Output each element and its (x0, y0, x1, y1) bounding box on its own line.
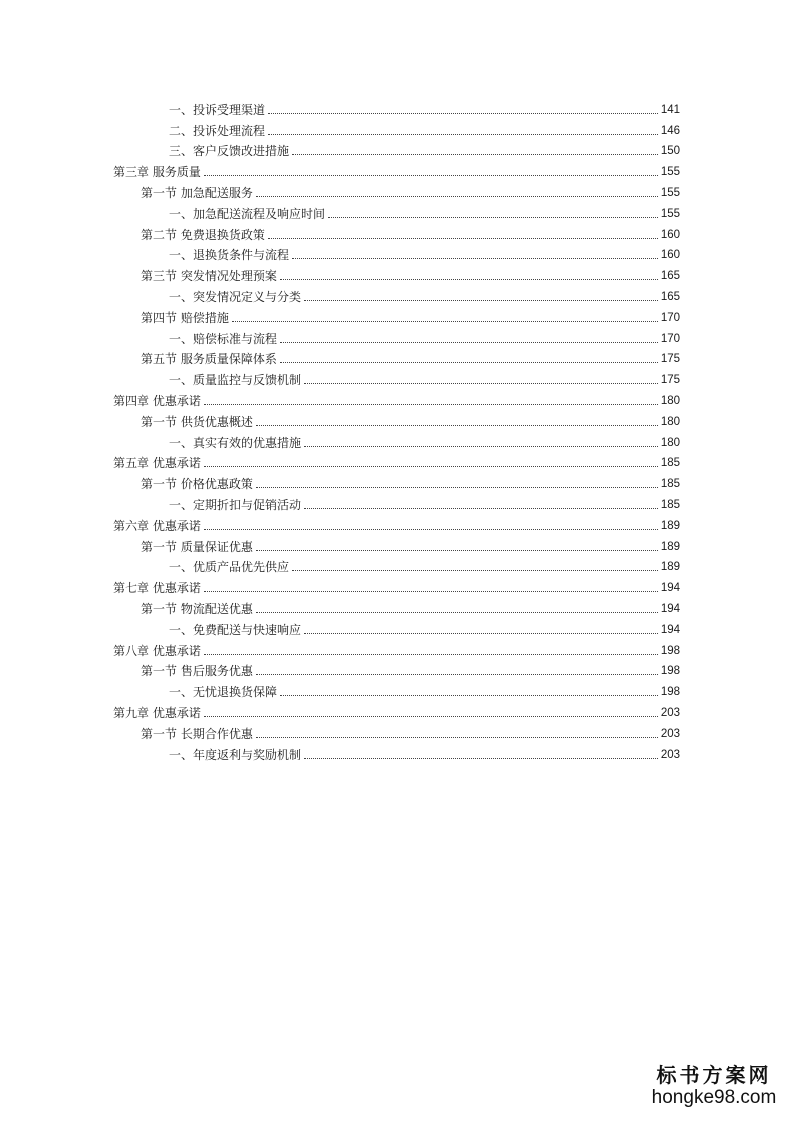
toc-entry-label: 一、质量监控与反馈机制 (169, 373, 302, 388)
toc-dot-leader (304, 757, 658, 759)
watermark-logo (649, 1063, 779, 1109)
toc-page-number: 185 (660, 457, 680, 470)
watermark-title: 标书方案网 (656, 1063, 772, 1087)
toc-subsection-entry[interactable] (113, 366, 680, 387)
toc-section-entry[interactable] (113, 179, 680, 200)
toc-chapter-entry[interactable] (113, 699, 680, 720)
toc-chapter-entry[interactable] (113, 574, 680, 595)
toc-page-number: 165 (660, 290, 680, 303)
toc-section-entry[interactable] (113, 595, 680, 616)
toc-page-number: 170 (660, 311, 680, 324)
toc-page-number: 194 (660, 602, 680, 615)
toc-dot-leader (304, 445, 658, 447)
toc-subsection-entry[interactable] (113, 138, 680, 159)
toc-dot-leader (256, 736, 658, 738)
toc-dot-leader (204, 403, 658, 405)
toc-subsection-entry[interactable] (113, 283, 680, 304)
toc-dot-leader (304, 632, 658, 634)
toc-subsection-entry[interactable] (113, 491, 680, 512)
toc-page-number: 185 (660, 498, 680, 511)
toc-section-entry[interactable] (113, 408, 680, 429)
toc-dot-leader (292, 569, 658, 571)
toc-page-number: 155 (660, 207, 680, 220)
toc-dot-leader (232, 320, 658, 322)
toc-page-number: 203 (660, 706, 680, 719)
toc-dot-leader (256, 486, 658, 488)
toc-section-entry[interactable] (113, 304, 680, 325)
toc-dot-leader (256, 611, 658, 613)
toc-page-number: 198 (660, 665, 680, 678)
toc-dot-leader (304, 382, 658, 384)
toc-dot-leader (204, 653, 658, 655)
toc-section-entry[interactable] (113, 533, 680, 554)
toc-dot-leader (204, 590, 658, 592)
toc-subsection-entry[interactable] (113, 242, 680, 263)
toc-page-number: 203 (660, 748, 680, 761)
toc-page-number: 146 (660, 124, 680, 137)
toc-entry-label: 第一节 质量保证优惠 (141, 539, 253, 554)
toc-dot-leader (256, 673, 658, 675)
toc-chapter-entry[interactable] (113, 158, 680, 179)
toc-subsection-entry[interactable] (113, 678, 680, 699)
toc-entry-label: 第一节 供货优惠概述 (141, 414, 253, 429)
toc-dot-leader (292, 257, 658, 259)
toc-entry-label: 一、免费配送与快速响应 (169, 622, 302, 637)
toc-entry-label: 第九章 优惠承诺 (113, 705, 201, 720)
toc-dot-leader (304, 507, 658, 509)
toc-page-number: 185 (660, 478, 680, 491)
toc-entry-label: 第一节 售后服务优惠 (141, 664, 253, 679)
toc-page-number: 150 (660, 145, 680, 158)
toc-page-number: 141 (660, 103, 680, 116)
toc-entry-label: 一、年度返利与奖励机制 (169, 747, 302, 762)
toc-dot-leader (204, 715, 658, 717)
toc-page-number: 170 (660, 332, 680, 345)
toc-page-number: 155 (660, 166, 680, 179)
toc-dot-leader (328, 216, 658, 218)
toc-page-number: 155 (660, 186, 680, 199)
toc-dot-leader (256, 424, 658, 426)
toc-entry-label: 一、加急配送流程及响应时间 (169, 206, 326, 221)
toc-dot-leader (280, 278, 658, 280)
toc-subsection-entry[interactable] (113, 429, 680, 450)
toc-entry-label: 三、客户反馈改进措施 (169, 144, 290, 159)
watermark-url: hongke98.com (651, 1087, 777, 1108)
toc-page-number: 180 (660, 394, 680, 407)
toc-page-number: 198 (660, 686, 680, 699)
toc-section-entry[interactable] (113, 658, 680, 679)
toc-entry-label: 第二节 免费退换货政策 (141, 227, 265, 242)
toc-chapter-entry[interactable] (113, 512, 680, 533)
toc-entry-label: 第四节 赔偿措施 (141, 310, 229, 325)
toc-dot-leader (256, 549, 658, 551)
toc-entry-label: 第三节 突发情况处理预案 (141, 269, 277, 284)
toc-subsection-entry[interactable] (113, 616, 680, 637)
toc-dot-leader (292, 153, 658, 155)
toc-page-number: 165 (660, 270, 680, 283)
toc-dot-leader (280, 361, 658, 363)
toc-dot-leader (204, 528, 658, 530)
toc-dot-leader (280, 694, 658, 696)
toc-entry-label: 第一节 价格优惠政策 (141, 477, 253, 492)
toc-section-entry[interactable] (113, 221, 680, 242)
toc-page-number: 203 (660, 727, 680, 740)
toc-dot-leader (268, 112, 658, 114)
toc-entry-label: 一、优质产品优先供应 (169, 560, 290, 575)
toc-entry-label: 第一节 物流配送优惠 (141, 601, 253, 616)
toc-entry-label: 第六章 优惠承诺 (113, 518, 201, 533)
toc-dot-leader (268, 237, 658, 239)
toc-subsection-entry[interactable] (113, 325, 680, 346)
table-of-contents (113, 96, 680, 762)
toc-page-number: 189 (660, 540, 680, 553)
toc-entry-label: 一、赔偿标准与流程 (169, 331, 278, 346)
toc-page-number: 175 (660, 374, 680, 387)
toc-entry-label: 一、无忧退换货保障 (169, 685, 278, 700)
toc-page-number: 198 (660, 644, 680, 657)
toc-entry-label: 二、投诉处理流程 (169, 123, 266, 138)
toc-subsection-entry[interactable] (113, 200, 680, 221)
toc-page-number: 194 (660, 623, 680, 636)
toc-section-entry[interactable] (113, 262, 680, 283)
toc-dot-leader (268, 133, 658, 135)
toc-entry-label: 第五节 服务质量保障体系 (141, 352, 277, 367)
toc-entry-label: 第四章 优惠承诺 (113, 393, 201, 408)
toc-subsection-entry[interactable] (113, 96, 680, 117)
toc-chapter-entry[interactable] (113, 450, 680, 471)
toc-entry-label: 第七章 优惠承诺 (113, 581, 201, 596)
toc-page-number: 180 (660, 415, 680, 428)
toc-page-number: 189 (660, 561, 680, 574)
toc-entry-label: 第一节 长期合作优惠 (141, 726, 253, 741)
toc-entry-label: 第一节 加急配送服务 (141, 185, 253, 200)
toc-subsection-entry[interactable] (113, 117, 680, 138)
toc-subsection-entry[interactable] (113, 741, 680, 762)
toc-dot-leader (256, 195, 658, 197)
toc-entry-label: 第八章 优惠承诺 (113, 643, 201, 658)
toc-entry-label: 第三章 服务质量 (113, 165, 201, 180)
toc-page-number: 175 (660, 353, 680, 366)
toc-entry-label: 一、退换货条件与流程 (169, 248, 290, 263)
toc-section-entry[interactable] (113, 346, 680, 367)
toc-entry-label: 第五章 优惠承诺 (113, 456, 201, 471)
toc-dot-leader (204, 174, 658, 176)
toc-entry-label: 一、真实有效的优惠措施 (169, 435, 302, 450)
toc-section-entry[interactable] (113, 470, 680, 491)
toc-chapter-entry[interactable] (113, 637, 680, 658)
toc-page-number: 160 (660, 228, 680, 241)
toc-dot-leader (304, 299, 658, 301)
toc-page-number: 189 (660, 519, 680, 532)
toc-entry-label: 一、投诉受理渠道 (169, 102, 266, 117)
toc-dot-leader (280, 341, 658, 343)
toc-page-number: 194 (660, 582, 680, 595)
toc-section-entry[interactable] (113, 720, 680, 741)
toc-subsection-entry[interactable] (113, 554, 680, 575)
toc-page-number: 180 (660, 436, 680, 449)
toc-entry-label: 一、定期折扣与促销活动 (169, 497, 302, 512)
toc-chapter-entry[interactable] (113, 387, 680, 408)
toc-entry-label: 一、突发情况定义与分类 (169, 289, 302, 304)
toc-page-number: 160 (660, 249, 680, 262)
toc-dot-leader (204, 465, 658, 467)
